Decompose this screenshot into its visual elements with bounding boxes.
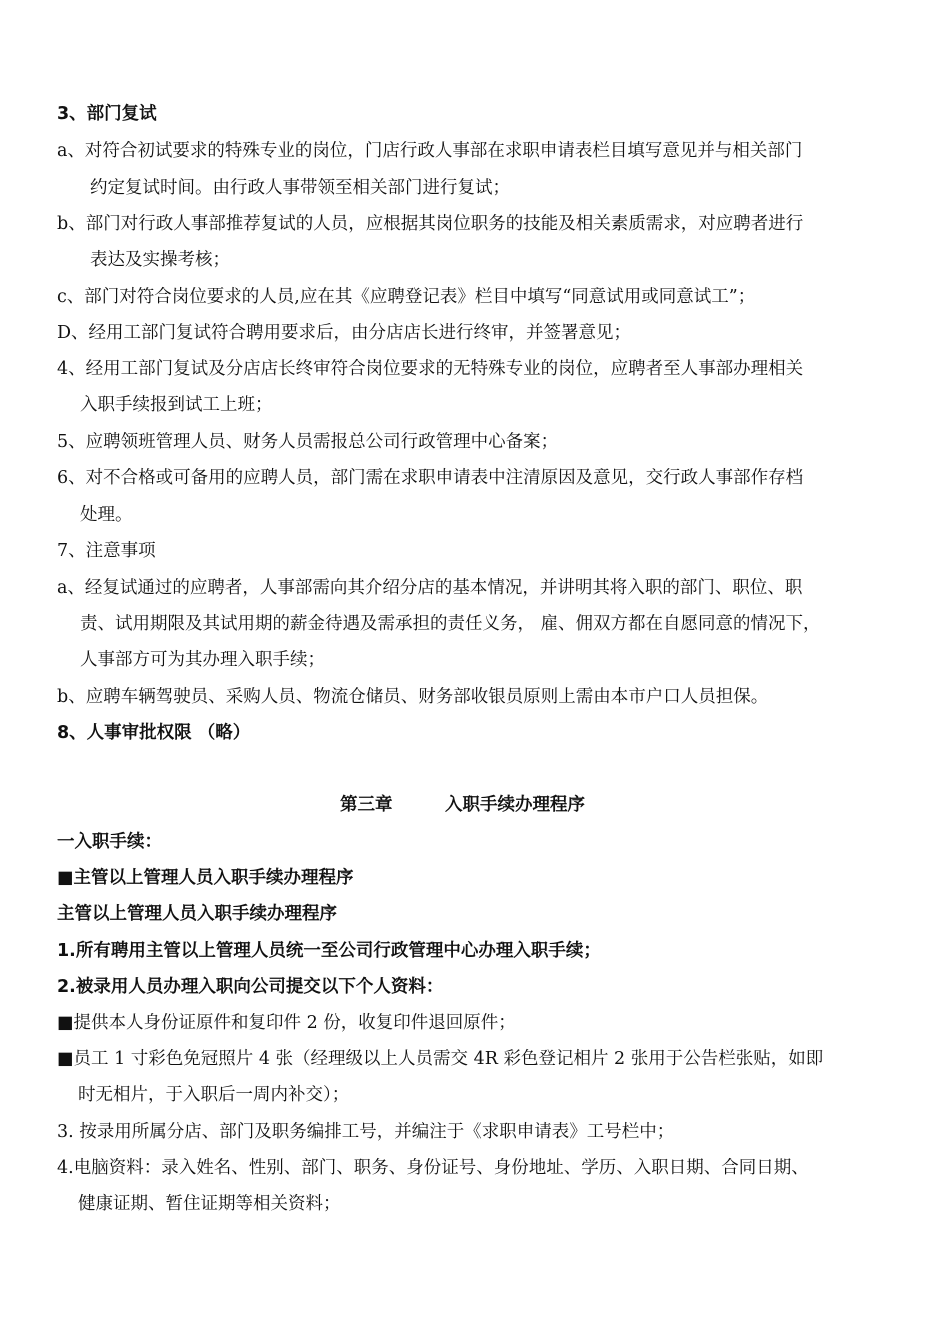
item-8-heading: 8、人事审批权限 （略） [57, 723, 251, 743]
section3-item-d: D、经用工部门复试符合聘用要求后，由分店店长进行终审，并签署意见； [57, 323, 632, 343]
item-7-a-line3: 人事部方可为其办理入职手续； [80, 650, 325, 670]
chapter-title: 入职手续办理程序 [445, 795, 585, 815]
section3-item-a-line1: a、对符合初试要求的特殊专业的岗位，门店行政人事部在求职申请表栏目填写意见并与相关部门 [57, 141, 803, 161]
entry-procedures-heading: 一入职手续： [57, 832, 162, 852]
item-4-line1: 4、经用工部门复试及分店店长终审符合岗位要求的无特殊专业的岗位，应聘者至人事部办理相关 [57, 359, 804, 379]
section3-item-a-line2: 约定复试时间。由行政人事带领至相关部门进行复试； [90, 178, 510, 198]
entry-point-1: 1.所有聘用主管以上管理人员统一至公司行政管理中心办理入职手续； [57, 941, 601, 961]
entry-boxed-title: ■主管以上管理人员入职手续办理程序 [57, 868, 354, 888]
entry-bullet-1: ■提供本人身份证原件和复印件 2 份，收复印件退回原件； [57, 1013, 516, 1033]
item-4-line2: 入职手续报到试工上班； [80, 395, 273, 415]
section3-item-b-line1: b、部门对行政人事部推荐复试的人员，应根据其岗位职务的技能及相关素质需求，对应聘者进行 [57, 214, 804, 234]
entry-point-3: 3. 按录用所属分店、部门及职务编排工号，并编注于《求职申请表》工号栏中； [57, 1122, 675, 1142]
entry-bullet-2-line2: 时无相片，于入职后一周内补交）； [78, 1085, 350, 1105]
entry-subtitle: 主管以上管理人员入职手续办理程序 [57, 904, 337, 924]
item-7-heading: 7、注意事项 [57, 541, 156, 561]
section3-item-c: c、部门对符合岗位要求的人员,应在其《应聘登记表》栏目中填写“同意试用或同意试工”； [57, 287, 756, 307]
section-heading-3: 3、部门复试 [57, 104, 157, 124]
section3-item-b-line2: 表达及实操考核； [90, 250, 230, 270]
item-6-line1: 6、对不合格或可备用的应聘人员，部门需在求职申请表中注清原因及意见，交行政人事部作存档 [57, 468, 804, 488]
entry-point-4-line2: 健康证期、暂住证期等相关资料； [78, 1194, 341, 1214]
item-6-line2: 处理。 [80, 505, 133, 525]
item-7-a-line1: a、经复试通过的应聘者，人事部需向其介绍分店的基本情况，并讲明其将入职的部门、职位、职 [57, 578, 803, 598]
item-5: 5、应聘领班管理人员、财务人员需报总公司行政管理中心备案； [57, 432, 559, 452]
entry-point-4-line1: 4.电脑资料：录入姓名、性别、部门、职务、身份证号、身份地址、学历、入职日期、合同日期、 [57, 1158, 809, 1178]
item-7-b: b、应聘车辆驾驶员、采购人员、物流仓储员、财务部收银员原则上需由本市户口人员担保。 [57, 687, 769, 707]
item-7-a-line2: 责、试用期限及其试用期的薪金待遇及需承担的责任义务， 雇、佣双方都在自愿同意的情况下， [80, 614, 821, 634]
entry-point-2: 2.被录用人员办理入职向公司提交以下个人资料： [57, 977, 444, 997]
entry-bullet-2-line1: ■员工 1 寸彩色免冠照片 4 张（经理级以上人员需交 4R 彩色登记相片 2 张用于公告栏张贴，如即 [57, 1049, 824, 1069]
chapter-number: 第三章 [340, 795, 393, 815]
